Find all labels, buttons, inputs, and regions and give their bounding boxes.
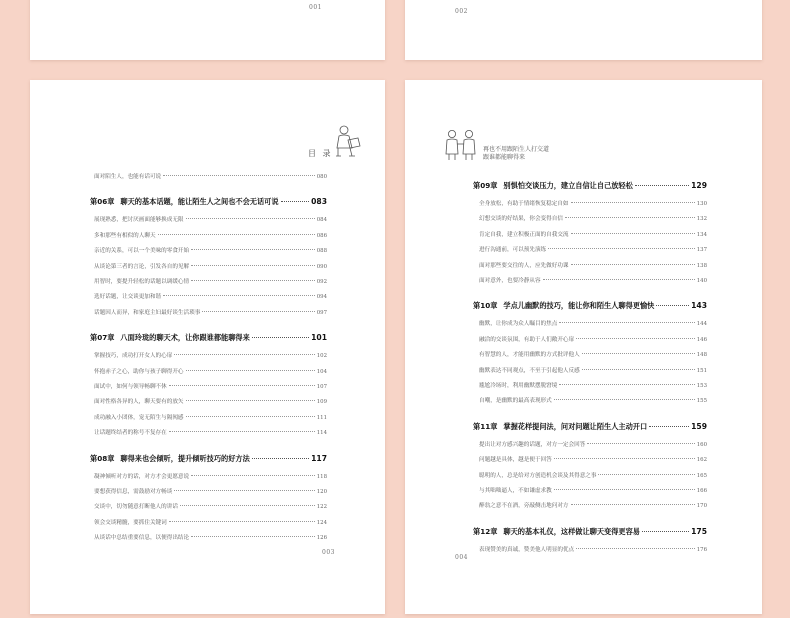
book-title-line-1: 再也不用跟陌生人打交道 xyxy=(483,146,550,153)
page-ref: 159 xyxy=(691,421,707,431)
two-people-illustration xyxy=(443,128,479,162)
toc-entry-row xyxy=(479,471,707,479)
entry-title: 从谈话中总结重要信息，以便得出结论 xyxy=(94,535,190,542)
entry-title: 尴尬冷场时，利用幽默摆脱窘境 xyxy=(479,383,558,389)
entry-title: 与其咄咄逼人，不如谦虚求教 xyxy=(479,488,552,494)
toc-chapter-row xyxy=(473,181,707,191)
toc-entry-row xyxy=(94,308,327,316)
toc-entry-row xyxy=(479,545,707,553)
page-002 xyxy=(405,0,762,60)
entry-title: 醉翁之意不在酒，旁敲侧击地问对方 xyxy=(479,503,569,510)
page-ref: 126 xyxy=(316,535,327,542)
toc-entry-row xyxy=(479,319,707,327)
dot-leader xyxy=(559,322,694,323)
entry-title: 融洽的交谈氛围，有助于人们敞开心扉 xyxy=(479,336,575,343)
toc-entry-row xyxy=(94,487,327,495)
page-ref: 143 xyxy=(691,301,707,311)
page-ref: 132 xyxy=(696,216,707,223)
page-ref: 084 xyxy=(316,217,327,224)
entry-title: 多和那些有相似的人聊天 xyxy=(94,232,156,239)
entry-title: 要想获得信息，需鼓励对方畅谈 xyxy=(94,489,173,495)
dot-leader xyxy=(635,185,689,186)
toc-entry-row xyxy=(94,533,327,541)
entry-title: 面对意外，也要冷静从容 xyxy=(479,278,541,284)
entry-title: 用智时，要提升轻松的话题以调缓心情 xyxy=(94,279,190,285)
dot-leader xyxy=(576,338,695,339)
page-ref: 162 xyxy=(696,457,707,464)
dot-leader xyxy=(169,431,315,432)
page-ref: 148 xyxy=(696,352,707,359)
entry-title: 从谈论第三者的言论，引发各自的见解 xyxy=(94,263,190,270)
toc-entry-row xyxy=(94,502,327,510)
entry-title: 面对性格各异的人，聊天要有的放矢 xyxy=(94,399,184,406)
entry-title: 聪明的人，总是给对方创造机会谈及其得意之事 xyxy=(479,472,597,479)
dot-leader xyxy=(191,265,315,266)
dot-leader xyxy=(649,426,689,427)
page-ref: 144 xyxy=(696,321,707,328)
entry-title: 幽默，让你成为众人瞩目的焦点 xyxy=(479,321,558,328)
chapter-label: 第07章 xyxy=(90,333,115,343)
entry-title: 展现熟悉，把讨厌画面能够换成无限 xyxy=(94,217,184,224)
page-ref: 107 xyxy=(316,384,327,390)
toc-entry-row xyxy=(94,231,327,239)
page-ref: 111 xyxy=(316,414,327,421)
page-ref: 122 xyxy=(316,504,327,511)
toc-entry-row xyxy=(479,245,707,253)
reading-man-illustration xyxy=(332,124,364,160)
toc-entry-row xyxy=(479,501,707,509)
page-ref: 083 xyxy=(311,197,327,207)
dot-leader xyxy=(174,354,314,355)
page-003 xyxy=(30,80,385,614)
page-ref: 109 xyxy=(316,399,327,406)
page-number: 003 xyxy=(322,549,335,556)
toc-entry-row xyxy=(94,518,327,526)
dot-leader xyxy=(191,280,315,281)
page-ref: 102 xyxy=(316,353,327,360)
chapter-title: 聊得来也会倾听，提升倾听技巧的好方法 xyxy=(120,453,250,463)
toc-entry-row xyxy=(94,277,327,285)
dot-leader xyxy=(191,249,315,250)
toc-entry-row xyxy=(94,367,327,375)
toc-entry-row xyxy=(479,276,707,284)
chapter-title: 聊天的基本礼仪，这样做让聊天变得更容易 xyxy=(503,526,640,536)
dot-leader xyxy=(281,201,310,202)
dot-leader xyxy=(169,385,315,386)
toc-entry-row xyxy=(479,455,707,463)
dot-leader xyxy=(571,202,695,203)
page-ref: 175 xyxy=(691,526,707,536)
entry-title: 进行沟通前，可以预先演练 xyxy=(479,247,547,254)
entry-title: 面试中，如何与领导畅聊不休 xyxy=(94,384,167,390)
entry-title: 怀抱赤子之心，助你与孩子聊得开心 xyxy=(94,368,184,375)
page-ref: 134 xyxy=(696,231,707,238)
page-ref: 138 xyxy=(696,262,707,269)
page-ref: 124 xyxy=(316,519,327,526)
entry-title: 提出让对方感兴趣的话题，对方一定会回答 xyxy=(479,441,586,448)
dot-leader xyxy=(554,489,695,490)
entry-title: 表现赞美的真诚，赞美他人明显的优点 xyxy=(479,546,575,553)
dot-leader xyxy=(543,279,695,280)
dot-leader xyxy=(587,443,694,444)
dot-leader xyxy=(571,233,695,234)
chapter-title: 学点儿幽默的技巧，能让你和陌生人聊得更愉快 xyxy=(503,301,655,311)
toc-entry-row xyxy=(479,230,707,238)
dot-leader xyxy=(559,384,694,385)
entry-title: 面对那些要交往的人，应先做好功课 xyxy=(479,262,569,269)
dot-leader xyxy=(202,311,314,312)
dot-leader xyxy=(186,416,315,417)
page-ref: 151 xyxy=(696,367,707,374)
page-ref: 120 xyxy=(316,489,327,495)
page-004 xyxy=(405,80,762,614)
dot-leader xyxy=(252,458,309,459)
entry-title: 选好话题，让交谈更加和谐 xyxy=(94,294,162,301)
toc-entry-row xyxy=(94,172,327,180)
toc-entry-row xyxy=(94,292,327,300)
page-ref: 118 xyxy=(316,473,327,480)
dot-leader xyxy=(576,548,695,549)
chapter-label: 第08章 xyxy=(90,453,115,463)
chapter-label: 第12章 xyxy=(473,526,498,536)
page-ref: 170 xyxy=(696,503,707,510)
toc-chapter-row xyxy=(90,197,327,207)
toc-entry-row xyxy=(479,486,707,494)
page-ref: 104 xyxy=(316,368,327,375)
dot-leader xyxy=(554,399,695,400)
page-number: 004 xyxy=(455,554,468,561)
entry-title: 领会交谈精髓，要抓住关键词 xyxy=(94,519,167,526)
entry-title: 让话题终结者的称号不复存在 xyxy=(94,430,167,437)
dot-leader xyxy=(565,217,695,218)
page-ref: 165 xyxy=(696,472,707,479)
page-number: 001 xyxy=(309,4,322,11)
dot-leader xyxy=(554,458,695,459)
toc-chapter-row xyxy=(90,333,327,343)
page-ref: 146 xyxy=(696,336,707,343)
dot-leader xyxy=(582,369,695,370)
dot-leader xyxy=(548,248,695,249)
toc-entry-row xyxy=(94,351,327,359)
chapter-label: 第09章 xyxy=(473,181,498,190)
toc-entry-row xyxy=(479,335,707,343)
page-ref: 140 xyxy=(696,278,707,284)
entry-title: 肯定自我，建立积极正面的自我交流 xyxy=(479,231,569,238)
page-ref: 092 xyxy=(316,279,327,285)
chapter-label: 第06章 xyxy=(90,197,115,207)
page-ref: 153 xyxy=(696,383,707,389)
dot-leader xyxy=(656,305,689,306)
entry-title: 亲近的关系，可以一个美味的零食开始 xyxy=(94,248,190,255)
toc-header-label: 目 录 xyxy=(308,149,333,158)
toc-entry-row xyxy=(94,262,327,270)
entry-title: 话题因人而异，和家庭主妇最好谈生活琐事 xyxy=(94,309,201,316)
chapter-label: 第11章 xyxy=(473,421,498,431)
chapter-title: 掌握花样提问法，问对问题让陌生人主动开口 xyxy=(503,421,648,431)
page-ref: 097 xyxy=(316,309,327,316)
entry-title: 交谈中，切勿随意打断他人的讲话 xyxy=(94,504,178,511)
chapter-title: 别惧怕交谈压力，建立自信让自己放轻松 xyxy=(503,181,633,190)
toc-entry-row xyxy=(479,366,707,374)
dot-leader xyxy=(169,521,315,522)
toc-chapter-row xyxy=(473,301,707,311)
page-ref: 160 xyxy=(696,441,707,448)
toc-chapter-row xyxy=(473,422,707,432)
page-ref: 130 xyxy=(696,201,707,207)
dot-leader xyxy=(180,505,315,506)
toc-entry-row xyxy=(94,215,327,223)
dot-leader xyxy=(174,490,314,491)
dot-leader xyxy=(642,531,689,532)
entry-title: 全身放松，有助于情绪恢复稳定自如 xyxy=(479,201,569,207)
toc-chapter-row xyxy=(90,454,327,464)
page-ref: 117 xyxy=(311,453,327,463)
entry-title: 凝神倾听对方的话，对方才会更愿意说 xyxy=(94,473,190,480)
chapter-title: 聊天的基本话题，能让陌生人之间也不会无话可说 xyxy=(120,197,279,207)
page-ref: 176 xyxy=(696,546,707,553)
page-ref: 101 xyxy=(311,333,327,343)
page-ref: 094 xyxy=(316,294,327,301)
toc-entry-row xyxy=(94,413,327,421)
entry-title: 幻想交谈的好结果，你会变得自信 xyxy=(479,216,563,223)
entry-title: 掌握技巧，成功打开女人的心扉 xyxy=(94,353,173,360)
toc-entry-row xyxy=(479,396,707,404)
toc-entry-row xyxy=(94,246,327,254)
toc-entry-row xyxy=(479,261,707,269)
dot-leader xyxy=(163,175,315,176)
toc-entry-row xyxy=(94,397,327,405)
dot-leader xyxy=(571,504,695,505)
toc-entry-row xyxy=(479,381,707,389)
chapter-title: 八面玲珑的聊天术，让你跟谁都能聊得来 xyxy=(120,333,250,343)
chapter-label: 第10章 xyxy=(473,301,498,311)
page-001 xyxy=(30,0,385,60)
page-ref: 166 xyxy=(696,488,707,494)
page-ref: 155 xyxy=(696,398,707,405)
page-ref: 080 xyxy=(316,174,327,180)
page-ref: 088 xyxy=(316,248,327,255)
entry-title: 成功融入小团体，宠无陌生与隔阂感 xyxy=(94,414,184,421)
page-number: 002 xyxy=(455,8,468,15)
dot-leader xyxy=(571,264,695,265)
page-ref: 086 xyxy=(316,232,327,239)
dot-leader xyxy=(186,370,315,371)
dot-leader xyxy=(598,474,694,475)
entry-title: 幽默表达不同观点，不至于引起他人反感 xyxy=(479,367,580,374)
toc-entry-row xyxy=(479,214,707,222)
toc-entry-row xyxy=(94,428,327,436)
toc-entry-row xyxy=(479,199,707,207)
dot-leader xyxy=(158,234,315,235)
toc-entry-row xyxy=(479,440,707,448)
book-title-line-2: 跟谁都能聊得来 xyxy=(483,154,526,161)
dot-leader xyxy=(582,353,695,354)
dot-leader xyxy=(186,218,315,219)
toc-entry-row xyxy=(94,382,327,390)
entry-title: 有智慧的人，才能用幽默的方式批评他人 xyxy=(479,352,580,359)
page-ref: 114 xyxy=(316,430,327,437)
dot-leader xyxy=(252,337,309,338)
page-ref: 090 xyxy=(316,263,327,270)
toc-entry-row xyxy=(94,472,327,480)
entry-title: 自嘲，是幽默的最高表现形式 xyxy=(479,398,552,405)
page-ref: 137 xyxy=(696,247,707,254)
dot-leader xyxy=(186,400,315,401)
toc-chapter-row xyxy=(473,527,707,537)
entry-title: 面对陌生人，也能有话可说 xyxy=(94,174,162,180)
page-ref: 129 xyxy=(691,181,707,190)
dot-leader xyxy=(163,295,315,296)
toc-entry-row xyxy=(479,350,707,358)
entry-title: 问题越是具体，越是便于回答 xyxy=(479,457,552,464)
dot-leader xyxy=(191,475,315,476)
dot-leader xyxy=(191,536,315,537)
